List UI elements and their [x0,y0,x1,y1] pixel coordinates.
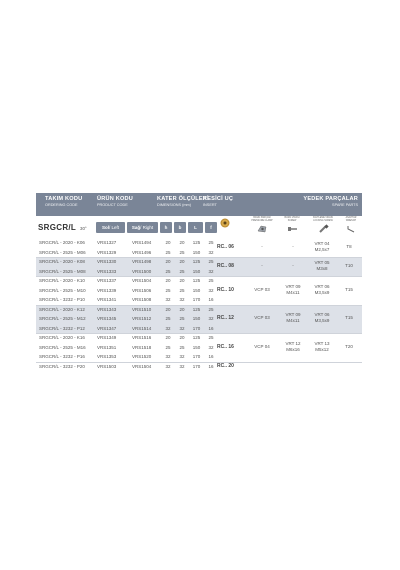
pressure-clamp-code: VCP 04 [254,343,270,349]
dim-f-cell: 25 [208,335,214,340]
dim-L-cell: 150 [192,344,201,350]
left-product-code-cell: VRS1341 [97,297,117,302]
ordering-code-cell: SRGCR/L - 2020 - K06 [39,240,85,245]
series-name: SRGCR/L [38,223,77,232]
ordering-code-cell: SRGCR/L - 2525 - M10 [39,287,86,293]
right-product-code-cell: VRS1504 [132,363,152,369]
pressure-clamp-code: - [261,244,263,249]
dim-f-cell: 32 [208,344,214,350]
pressure-clamp-icon [256,224,268,234]
insert-code: RC.. 16 [217,343,234,350]
dim-f-cell: 16 [208,297,214,302]
spare-pressure-clamp: BASKI PARÇASI PRESSURE CLAMP [251,217,273,234]
screw-code: VRT 12 M6x16 [285,340,301,352]
pressure-clamp-code: VCP 03 [254,315,270,321]
screw-code: VRT 09 M4x11 [285,312,301,324]
dim-f-cell: 16 [208,325,214,331]
dim-h-pill: h [160,222,172,233]
ordering-code-cell: SRGCR/L - 3232 - P10 [39,297,85,302]
insert-code: RC.. 12 [217,315,234,322]
header-spare-parts: YEDEK PARÇALAR SPARE PARTS [303,196,358,207]
left-product-code-cell: VRS1503 [97,363,117,369]
dim-L-cell: 150 [192,287,201,293]
dim-b-cell: 32 [179,325,185,331]
screw-code: - [292,263,294,268]
dim-h-cell: 20 [165,240,171,245]
dim-f-cell: 32 [208,287,214,293]
left-product-code-cell: VRS1343 [97,306,117,312]
left-product-code-cell: VRS1329 [97,249,117,255]
wrench-icon [345,224,357,234]
dim-b-cell: 32 [179,354,185,359]
header-product-code: ÜRÜN KODU PRODUCT CODE [97,196,133,207]
left-product-code-cell: VRS1351 [97,344,117,350]
dim-h-cell: 20 [165,278,171,283]
dim-L-cell: 150 [192,249,201,255]
right-product-code-cell: VRS1506 [132,287,152,293]
screw-code: - [292,244,294,249]
dim-h-cell: 20 [165,306,171,312]
left-hand-pill: Sol / Left [96,222,125,233]
left-product-code-cell: VRS1339 [97,287,117,293]
insert-code: RC.. 20 [217,362,234,369]
dim-L-cell: 125 [192,306,201,312]
right-hand-pill: Sağ / Right [127,222,158,233]
dim-f-cell: 25 [208,278,214,283]
locking-screw-code: VRT 06 M3,5x9 [314,283,330,295]
table-row [36,362,362,372]
left-product-code-cell: VRS1349 [97,335,117,340]
dim-h-cell: 32 [165,297,171,302]
insert-code: RC.. 08 [217,263,234,269]
dim-h-cell: 25 [165,316,171,321]
wrench-code: T10 [345,263,353,268]
right-product-code-cell: VRS1516 [132,335,152,340]
dim-f-cell: 32 [208,316,214,321]
left-product-code-cell: VRS1345 [97,316,117,321]
ordering-code-cell: SRGCR/L - 2525 - M08 [39,268,86,274]
spare-wrench: ANAHTAR WRENCH [340,217,362,234]
group-separator [36,276,362,277]
spare-locking-screw: KİLİTLEME VİDASI LOCKING SCREW [312,217,334,234]
dim-f-pill: f [205,222,217,233]
ordering-code-cell: SRGCR/L - 3232 - P12 [39,325,85,331]
group-separator [36,257,362,258]
group-separator [36,305,362,306]
left-product-code-cell: VRS1333 [97,268,117,274]
left-product-code-cell: VRS1353 [97,354,117,359]
dim-f-cell: 32 [208,249,214,255]
dim-L-cell: 125 [192,278,201,283]
dim-h-cell: 32 [165,363,171,369]
dim-L-cell: 125 [192,240,201,245]
ordering-code-cell: SRGCR/L - 2525 - M12 [39,316,86,321]
table-row [36,352,362,362]
wrench-code: T15 [345,286,353,292]
dim-b-cell: 25 [179,344,185,350]
group-separator [36,362,362,363]
series-row [36,216,362,238]
dim-b-cell: 25 [179,268,185,274]
header-ordering-code: TAKIM KODU ORDERING CODE [45,196,83,207]
ordering-code-cell: SRGCR/L - 2525 - M16 [39,344,86,350]
right-product-code-cell: VRS1514 [132,325,152,331]
right-product-code-cell: VRS1504 [132,278,152,283]
right-product-code-cell: VRS1496 [132,249,152,255]
left-product-code-cell: VRS1327 [97,240,117,245]
header-insert: KESİCİ UÇ INSERT [203,196,234,207]
right-product-code-cell: VRS1512 [132,316,152,321]
insert-code: RC.. 06 [217,244,234,250]
header-dimensions: KATER ÖLÇÜLERİ DIMENSIONS (mm) [157,196,209,207]
dim-h-cell: 32 [165,354,171,359]
dim-f-cell: 25 [208,306,214,312]
locking-screw-code: VRT 13 M5x12 [314,340,330,352]
right-product-code-cell: VRS1498 [132,259,152,264]
locking-screw-icon [317,224,329,234]
right-product-code-cell: VRS1494 [132,240,152,245]
dim-h-cell: 25 [165,287,171,293]
dim-L-cell: 125 [192,335,201,340]
left-product-code-cell: VRS1330 [97,259,117,264]
dim-f-cell: 16 [208,363,214,369]
dim-h-cell: 20 [165,259,171,264]
locking-screw-code: VRT 04 M2,5x7 [314,241,330,253]
ordering-code-cell: SRGCR/L - 2020 - K12 [39,306,85,312]
product-table [36,193,362,372]
wrench-code: T15 [345,315,353,321]
dim-b-cell: 20 [179,259,185,264]
dim-L-cell: 170 [192,354,201,359]
dim-b-cell: 20 [179,240,185,245]
dim-b-cell: 32 [179,297,185,302]
right-product-code-cell: VRS1500 [132,268,152,274]
locking-screw-code: VRT 06 M3,5x9 [314,312,330,324]
table-body [36,238,362,372]
dim-b-cell: 20 [179,278,185,283]
dim-L-cell: 170 [192,363,201,369]
ordering-code-cell: SRGCR/L - 2525 - M06 [39,249,86,255]
left-product-code-cell: VRS1337 [97,278,117,283]
table-row [36,324,362,334]
dim-b-cell: 25 [179,287,185,293]
locking-screw-code: VRT 05 M3x8 [314,260,330,272]
dim-b-cell: 20 [179,335,185,340]
dim-b-cell: 25 [179,249,185,255]
wrench-code: T20 [345,343,353,349]
dim-f-cell: 16 [208,354,214,359]
dim-L-cell: 150 [192,316,201,321]
table-row [36,295,362,305]
dim-b-pill: b [174,222,186,233]
dim-f-cell: 25 [208,240,214,245]
dim-L-cell: 125 [192,259,201,264]
ordering-code-cell: SRGCR/L - 3232 - P16 [39,354,85,359]
dim-L-cell: 170 [192,325,201,331]
dim-b-cell: 20 [179,306,185,312]
pressure-clamp-code: - [261,263,263,268]
round-insert-icon [220,218,230,228]
spare-parts-legend [251,217,362,239]
dim-b-cell: 32 [179,363,185,369]
insert-code: RC.. 10 [217,286,234,293]
right-product-code-cell: VRS1508 [132,297,152,302]
right-product-code-cell: VRS1520 [132,354,152,359]
dim-L-cell: 170 [192,297,201,302]
ordering-code-cell: SRGCR/L - 2020 - K10 [39,278,85,283]
dim-h-cell: 32 [165,325,171,331]
series-angle: 30° [80,226,87,231]
screw-code: VRT 09 M4x11 [285,283,301,295]
screw-icon [286,224,298,234]
spare-screw: BASKI VİDASI SCREW [281,217,303,234]
left-product-code-cell: VRS1347 [97,325,117,331]
ordering-code-cell: SRGCR/L - 2020 - K08 [39,259,85,264]
dim-h-cell: 20 [165,335,171,340]
dim-L-pill: L [188,222,203,233]
dim-h-cell: 25 [165,344,171,350]
right-product-code-cell: VRS1518 [132,344,152,350]
dim-h-cell: 25 [165,268,171,274]
dim-f-cell: 32 [208,268,214,274]
table-header [36,193,362,216]
wrench-code: T8 [346,244,352,249]
ordering-code-cell: SRGCR/L - 2020 - K16 [39,335,85,340]
dim-b-cell: 25 [179,316,185,321]
dim-L-cell: 150 [192,268,201,274]
right-product-code-cell: VRS1510 [132,306,152,312]
ordering-code-cell: SRGCR/L - 3232 - P20 [39,363,85,369]
group-separator [36,333,362,334]
dim-h-cell: 25 [165,249,171,255]
dim-f-cell: 25 [208,259,214,264]
pressure-clamp-code: VCP 03 [254,286,270,292]
